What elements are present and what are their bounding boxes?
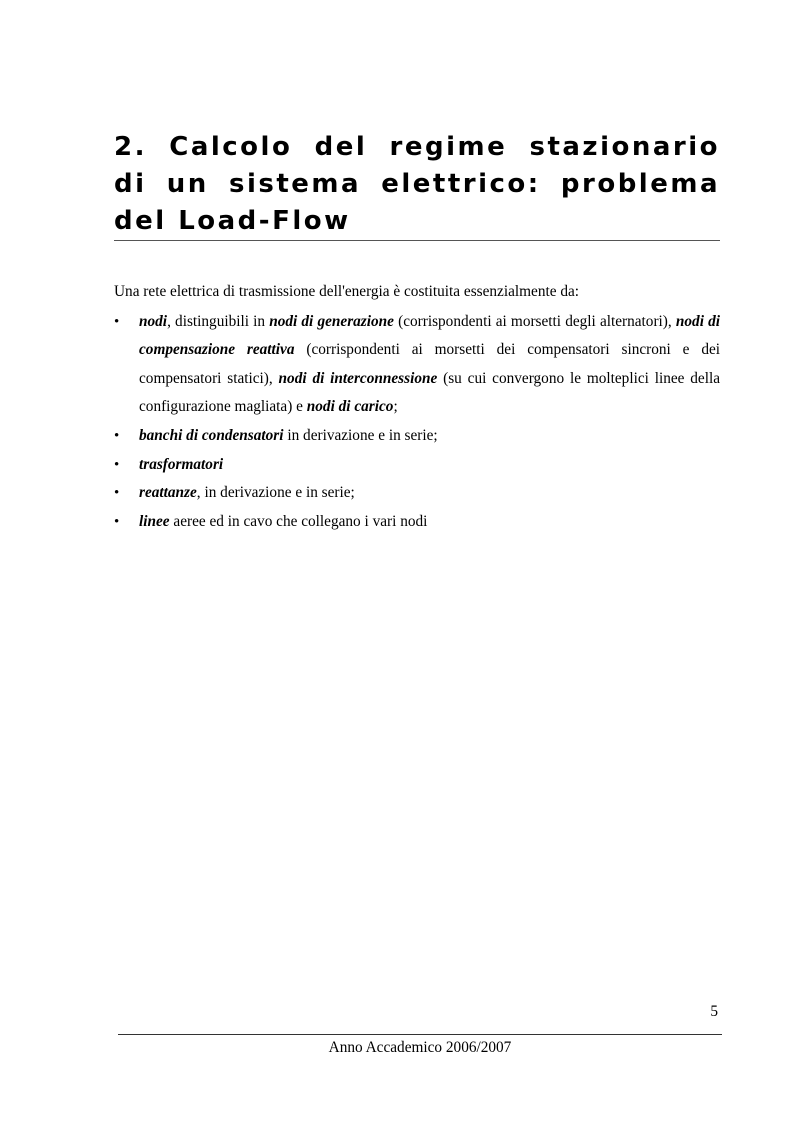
title-underline: [114, 240, 720, 241]
page-number: 5: [710, 1003, 718, 1020]
chapter-title: 2. Calcolo del regime stazionario di un sistema elettrico: problema del Load-Flow: [114, 132, 720, 236]
list-item-term: reattanze: [139, 484, 197, 502]
list-item: [114, 479, 720, 508]
list-item-term: nodi di carico: [306, 398, 394, 416]
list-item-text: (su cui convergono le molteplici linee della configurazione magliata) e: [139, 369, 720, 416]
list-item-text: , in derivazione e in serie;: [196, 484, 355, 502]
footer-text: Anno Accademico 2006/2007: [328, 1039, 512, 1056]
list-item: [114, 308, 720, 422]
list-item-text: (corrispondenti ai morsetti dei compensatori sincroni e dei compensatori statici),: [139, 341, 721, 387]
list-item: [114, 508, 720, 537]
list-item-term: banchi di condensatori: [139, 426, 284, 444]
list-item-term: trasformatori: [139, 455, 224, 473]
list-item-text: (corrispondenti ai morsetti degli alternatori),: [393, 312, 676, 330]
list-item-term: linee: [139, 512, 170, 530]
list-item-text: in derivazione e in serie;: [283, 426, 438, 444]
list-item: [114, 422, 720, 451]
bullet-icon: •: [114, 427, 120, 444]
component-list: [114, 308, 720, 537]
list-item-text: ;: [393, 398, 398, 416]
body-text: [114, 278, 720, 536]
list-item-term: nodi: [139, 312, 168, 330]
bullet-icon: •: [114, 485, 120, 502]
bullet-icon: •: [114, 313, 120, 330]
list-item-text: , distinguibili in: [167, 312, 270, 330]
bullet-icon: •: [114, 513, 120, 530]
list-item-term: nodi di compensazione reattiva: [139, 312, 720, 359]
list-item-term: nodi di interconnessione: [278, 369, 438, 387]
bullet-icon: •: [114, 456, 120, 473]
intro-paragraph: Una rete elettrica di trasmissione dell'energia è costituita essenzialmente da:: [114, 283, 580, 300]
list-item-term: nodi di generazione: [269, 312, 394, 330]
list-item-text: aeree ed in cavo che collegano i vari nodi: [169, 512, 428, 530]
footer-rule: [118, 1034, 722, 1035]
list-item: [114, 451, 720, 480]
